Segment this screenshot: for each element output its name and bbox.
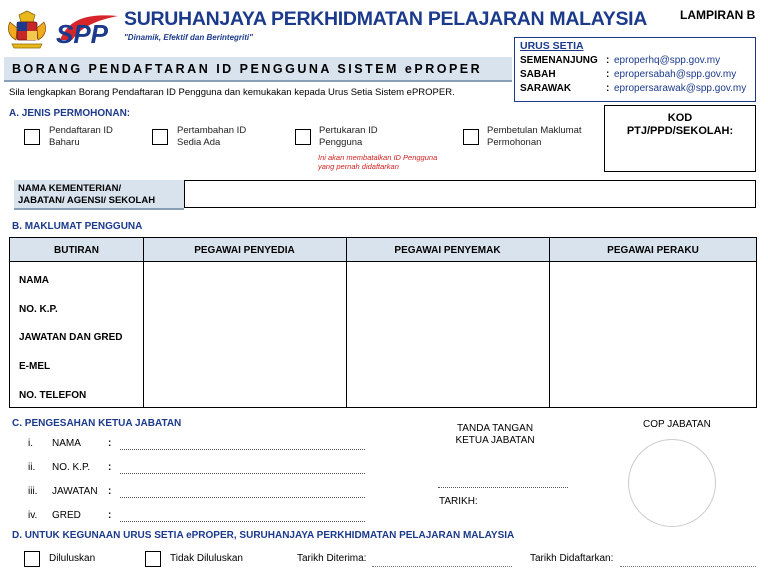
urus-setia-row [520, 69, 754, 83]
urus-setia-row [520, 55, 754, 69]
item-label: NAMA [52, 438, 81, 449]
tarikh-label: TARIKH: [439, 496, 478, 507]
checkbox-pertambahan-id[interactable] [152, 129, 168, 145]
lampiran-label: LAMPIRAN B [680, 8, 756, 22]
item-number: ii. [28, 462, 36, 473]
option-label [49, 125, 113, 149]
row-label: NO. K.P. [19, 304, 58, 315]
option-line: Sedia Ada [177, 137, 221, 148]
stamp-area[interactable] [628, 439, 716, 527]
option-line: Permohonan [487, 137, 542, 148]
row-label: E-MEL [19, 361, 51, 372]
option-line: Pendaftaran ID [49, 125, 113, 136]
urus-setia-row [520, 83, 754, 97]
kod-label: KOD [667, 112, 693, 124]
column-header: PEGAWAI PERAKU [607, 244, 699, 256]
spp-logo-text: SPP [56, 19, 109, 48]
section-d-heading: D. UNTUK KEGUNAAN URUS SETIA ePROPER, SURUHANJAYA PERKHIDMATAN PELAJARAN MALAYSIA [12, 530, 515, 541]
option-label [177, 125, 246, 149]
section-c-heading: C. PENGESAHAN KETUA JABATAN [12, 418, 182, 429]
signature-label [440, 423, 550, 447]
urus-setia-heading: URUS SETIA [520, 40, 584, 52]
checkbox-pendaftaran-baharu[interactable] [24, 129, 40, 145]
section-b-heading: B. MAKLUMAT PENGGUNA [12, 221, 143, 232]
signature-label-line: TANDA TANGAN [456, 423, 534, 434]
maklumat-pengguna-table [9, 237, 757, 408]
item-number: i. [28, 438, 33, 449]
kementerian-label-line: JABATAN/ AGENSI/ SEKOLAH [18, 195, 156, 206]
item-label: NO. K.P. [52, 462, 91, 473]
item-label: GRED [52, 510, 81, 521]
cop-jabatan-label: COP JABATAN [643, 419, 711, 430]
kementerian-input[interactable] [184, 180, 756, 208]
urus-setia-region: SABAH [520, 69, 556, 80]
column-header: BUTIRAN [54, 244, 99, 256]
table-header-row [10, 238, 756, 262]
pegawai-penyedia-cell[interactable] [144, 263, 346, 408]
urus-setia-colon: : [606, 55, 610, 66]
option-line: Pembetulan Maklumat [487, 125, 582, 136]
spp-logo [52, 10, 122, 48]
option-label [319, 125, 378, 149]
option-line: Pertambahan ID [177, 125, 247, 136]
item-number: iii. [28, 486, 38, 497]
diluluskan-label: Diluluskan [49, 553, 96, 564]
item-number: iv. [28, 510, 38, 521]
urus-setia-box [514, 37, 756, 102]
signature-field[interactable] [438, 487, 568, 488]
column-header: PEGAWAI PENYEDIA [194, 244, 295, 256]
checkbox-pembetulan-maklumat[interactable] [463, 129, 479, 145]
note-line: yang pernah didaftarkan [318, 162, 399, 171]
urus-setia-colon: : [606, 69, 610, 80]
checkbox-diluluskan[interactable] [24, 551, 40, 567]
kod-sublabel: PTJ/PPD/SEKOLAH: [626, 125, 734, 137]
agency-name: SURUHANJAYA PERKHIDMATAN PELAJARAN MALAYSIA [124, 8, 648, 30]
item-colon: : [108, 486, 112, 497]
option-label [487, 125, 582, 149]
item-label: JAWATAN [52, 486, 98, 497]
section-a-heading: A. JENIS PERMOHONAN: [9, 108, 131, 119]
item-colon: : [108, 462, 112, 473]
kementerian-label [14, 180, 184, 210]
checkbox-tidak-diluluskan[interactable] [145, 551, 161, 567]
tidak-diluluskan-label: Tidak Diluluskan [170, 553, 243, 564]
instruction-text: Sila lengkapkan Borang Pendaftaran ID Pengguna dan kemukakan kepada Urus Setia Sistem ePROPER. [9, 87, 455, 98]
urus-setia-region: SEMENANJUNG [520, 55, 598, 66]
urus-setia-email[interactable]: eproperhq@spp.gov.my [614, 55, 721, 66]
tarikh-didaftarkan-label: Tarikh Didaftarkan: [530, 553, 614, 564]
nama-ketua-field[interactable] [120, 449, 365, 450]
option-line: Pertukaran ID [319, 125, 378, 136]
note-line: Ini akan membatalkan ID Pengguna [318, 153, 438, 162]
item-colon: : [108, 438, 112, 449]
signature-label-line: KETUA JABATAN [455, 435, 535, 446]
row-label: NO. TELEFON [19, 390, 87, 401]
column-header: PEGAWAI PENYEMAK [394, 244, 501, 256]
kementerian-label-line: NAMA KEMENTERIAN/ [18, 183, 122, 194]
pegawai-penyemak-cell[interactable] [347, 263, 549, 408]
urus-setia-region: SARAWAK [520, 83, 572, 94]
form-title: BORANG PENDAFTARAN ID PENGGUNA SISTEM ePROPER [12, 62, 483, 76]
row-label: JAWATAN DAN GRED [19, 332, 123, 343]
tarikh-diterima-field[interactable] [372, 566, 512, 567]
item-colon: : [108, 510, 112, 521]
jawatan-ketua-field[interactable] [120, 497, 365, 498]
row-label: NAMA [19, 275, 49, 286]
kod-ptj-field[interactable] [604, 105, 756, 172]
option-line: Pengguna [319, 137, 363, 148]
tarikh-didaftarkan-field[interactable] [620, 566, 756, 567]
form-title-bar [4, 57, 512, 82]
gred-ketua-field[interactable] [120, 521, 365, 522]
urus-setia-colon: : [606, 83, 610, 94]
pegawai-peraku-cell[interactable] [550, 263, 756, 408]
checkbox-pertukaran-id[interactable] [295, 129, 311, 145]
urus-setia-email[interactable]: epropersabah@spp.gov.my [614, 69, 737, 80]
no-kp-ketua-field[interactable] [120, 473, 365, 474]
tarikh-diterima-label: Tarikh Diterima: [297, 553, 367, 564]
malaysia-crest-icon [4, 8, 50, 50]
urus-setia-email[interactable]: epropersarawak@spp.gov.my [614, 83, 747, 94]
agency-slogan: "Dinamik, Efektif dan Berintegriti" [124, 33, 253, 42]
cancellation-note [318, 153, 437, 171]
option-line: Baharu [49, 137, 80, 148]
